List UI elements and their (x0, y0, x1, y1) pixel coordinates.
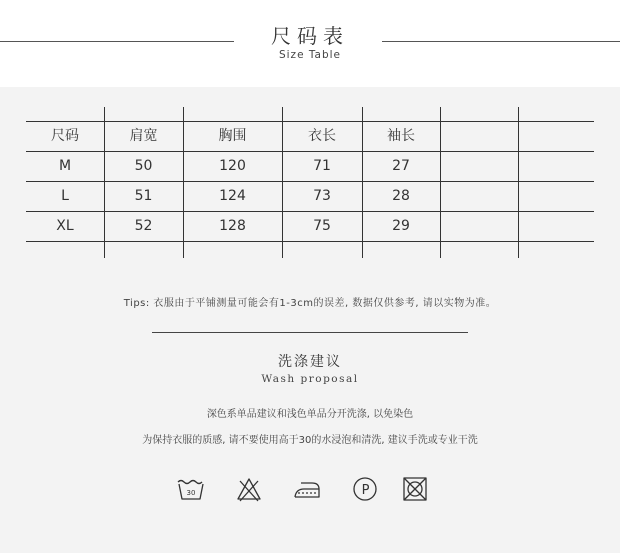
table-cell: XL (56, 218, 74, 234)
table-cell: M (58, 158, 72, 174)
table-cell: 124 (219, 188, 246, 204)
table-cell: 27 (392, 158, 410, 174)
header-cell-length: 衣长 (308, 128, 336, 144)
table-cell: 52 (134, 218, 153, 234)
wash-title: 洗涤建议 (278, 354, 342, 370)
table-cell: 128 (219, 218, 246, 234)
table-rule (518, 107, 519, 258)
wash-note-1: 深色系单品建议和浅色单品分开洗涤, 以免染色 (206, 409, 414, 420)
table-cell: 51 (134, 188, 153, 204)
table-cell: 29 (392, 218, 410, 234)
header-cell-sleeve: 袖长 (387, 128, 415, 144)
table-cell: 28 (392, 188, 410, 204)
table-rule (440, 107, 441, 258)
table-rule (26, 241, 594, 242)
svg-text:P: P (361, 483, 370, 498)
wash-note-2: 为保持衣服的质感, 请不要使用高于30的水浸泡和清洗, 建议手洗或专业干洗 (142, 435, 478, 446)
wash-subtitle: Wash proposal (261, 373, 359, 385)
table-cell: 71 (313, 158, 331, 174)
header-cell-shoulder: 肩宽 (129, 128, 158, 144)
dry-clean-p-icon (350, 474, 380, 504)
header-cell-chest: 胸围 (218, 128, 247, 144)
wash-30-icon (176, 474, 206, 504)
table-cell: L (61, 188, 69, 204)
no-tumble-dry-icon (400, 474, 430, 504)
header-cell-size: 尺码 (51, 128, 79, 144)
no-bleach-icon (234, 474, 264, 504)
size-table (26, 107, 594, 258)
care-icons (0, 474, 620, 504)
header (0, 0, 620, 87)
wash-temp-label: 30 (186, 489, 196, 497)
iron-icon (292, 474, 322, 504)
table-cell: 73 (313, 188, 331, 204)
table-cell: 50 (134, 158, 153, 174)
page-subtitle: Size Table (278, 49, 342, 61)
table-cell: 120 (219, 158, 246, 174)
page-title: 尺码表 (271, 24, 349, 48)
tips-text: Tips: 衣服由于平铺测量可能会有1-3cm的误差, 数据仅供参考, 请以实物为准。 (123, 298, 497, 309)
section-divider (152, 332, 468, 333)
table-cell: 75 (313, 218, 331, 234)
